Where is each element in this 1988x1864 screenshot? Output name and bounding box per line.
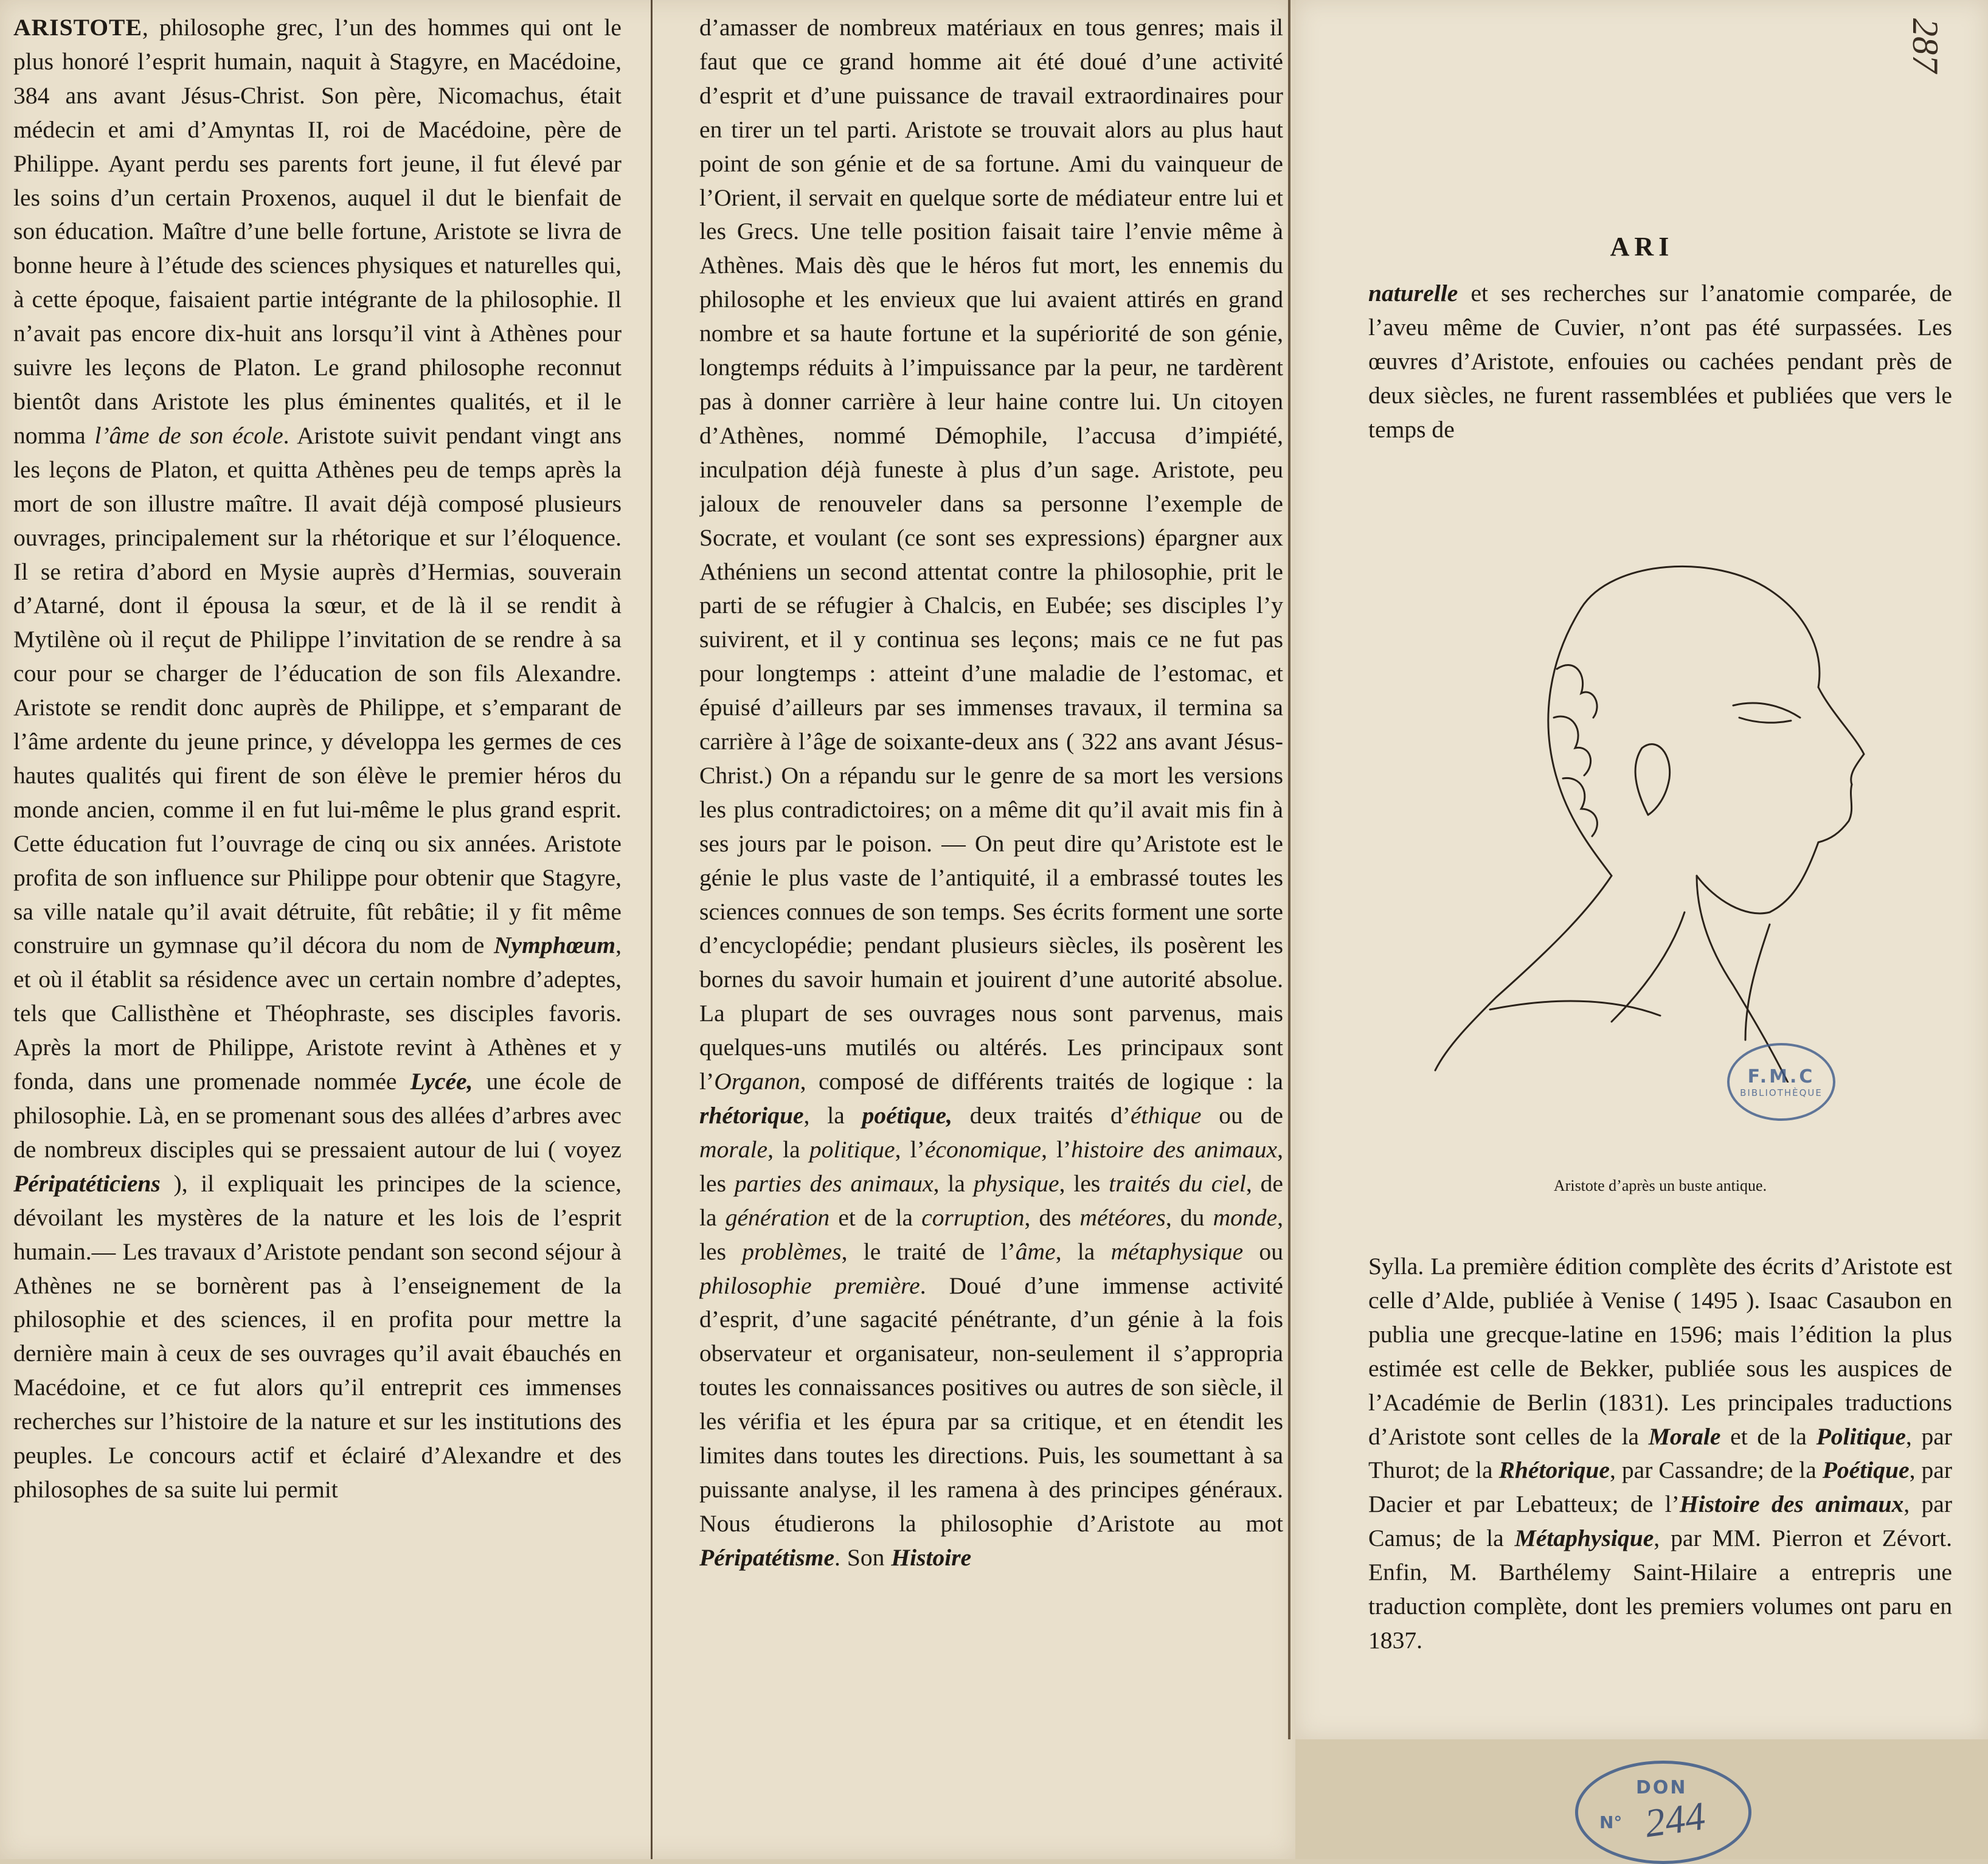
donation-number: 244: [1642, 1793, 1708, 1846]
stamp-text: F.M.C: [1747, 1065, 1815, 1087]
italic-term: problèmes: [742, 1238, 842, 1265]
italic-term: Organon: [714, 1068, 800, 1095]
text-run: , des: [1024, 1204, 1080, 1231]
stamp-text: N°: [1599, 1812, 1623, 1832]
text-run: ), il expliquait les principes de la science, dévoilant les mystères de la nature et les lois de l’esprit humain.— Les travaux d’Aristote pendant son second séjour à Athènes ne se bornèrent pas à l’enseignement de la philosophie et des sciences, il en profita pour mettre la dernière main à ceux de ses ouvrages qu’il avait ébauchés en Macédoine, et ce fut alors qu’il entreprit ces immenses recherches sur l’histoire de la nature et sur les institutions des peuples. Le concours actif et éclairé d’Alexandre et des philosophes de sa suite lui permit: [13, 1169, 622, 1503]
italic-term: physique: [973, 1169, 1059, 1197]
text-run: et de la: [829, 1204, 922, 1231]
text-run: . Son: [834, 1544, 892, 1571]
text-run: , la: [767, 1135, 809, 1163]
italic-term: politique: [809, 1135, 895, 1163]
italic-term: Politique: [1816, 1422, 1906, 1450]
italic-term: génération: [725, 1204, 830, 1231]
right-column-top-text: [1368, 277, 1952, 447]
italic-term: parties des animaux: [734, 1169, 933, 1197]
clipping-edge: [1288, 0, 1290, 1739]
italic-term: naturelle: [1368, 280, 1458, 307]
text-run: ou de: [1201, 1102, 1283, 1129]
italic-term: rhétorique: [699, 1102, 804, 1129]
text-run: , par Thurot; de la: [1368, 1422, 1952, 1484]
text-run: , la: [1055, 1238, 1111, 1265]
text-run: et de la: [1720, 1422, 1817, 1450]
article-column-2: [699, 11, 1283, 1854]
italic-term: Histoire: [891, 1544, 972, 1571]
italic-term: morale: [699, 1135, 768, 1163]
italic-term: histoire des animaux: [1071, 1135, 1278, 1163]
italic-term: Poétique: [1822, 1457, 1910, 1484]
italic-term: métaphysique: [1110, 1238, 1244, 1265]
text-run: , du: [1165, 1204, 1213, 1231]
text-run: , le traité de l’: [841, 1238, 1016, 1265]
text-run: . Doué d’une immense activité d’esprit, d’une sagacité pénétrante, d’un génie à la fois observateur et organisateur, non-seulement il s’appropria toutes les connaissances positives ou autres de son siècle, il les vérifia et les épura par sa critique, et en étendit les limites dans toutes les directions. Puis, les soumettant à sa puissante analyse, il les ramena à des principes généraux. Nous étudierons la philosophie d’Aristote au mot: [699, 1272, 1283, 1537]
text-run: , l’: [895, 1135, 925, 1163]
italic-term: Rhétorique: [1498, 1457, 1610, 1484]
text-run: , composé de différents traités de logique : la: [800, 1068, 1283, 1095]
italic-term: Métaphysique: [1514, 1525, 1654, 1552]
text-run: Sylla. La première édition complète des écrits d’Aristote est celle d’Alde, publiée à Venise ( 1495 ). Isaac Casaubon en publia une grecque-latine en 1596; mais l’édition la plus estimée est celle de Bekker, publiée sous les auspices de l’Académie de Berlin (1831). Les principales traductions d’Aristote sont celles de la: [1368, 1253, 1952, 1450]
italic-term: Lycée,: [410, 1068, 473, 1095]
library-stamp: [1727, 1043, 1835, 1121]
text-run: , les: [699, 1204, 1283, 1265]
italic-term: Péripatéticiens: [13, 1169, 161, 1197]
italic-term: corruption: [921, 1204, 1025, 1231]
running-head: ARI: [1610, 232, 1674, 262]
text-run: d’amasser de nombreux matériaux en tous genres; mais il faut que ce grand homme ait été doué d’une activité d’esprit et d’une puissance de travail extraordinaires pour en tirer un tel parti. Aristote se trouvait alors au plus haut point de son génie et de sa fortune. Ami du vainqueur de l’Orient, il servait en quelque sorte de médiateur entre lui et les Grecs. Une telle position faisait taire l’envie même à Athènes. Mais dès que le héros fut mort, les ennemis du philosophe et les envieux que lui avaient attirés en grand nombre et sa haute fortune et la supériorité de son génie, longtemps réduits à l’impuissance par la peur, ne tardèrent pas à donner carrière à leur haine contre lui. Un citoyen d’Athènes, nommé Démophile, l’accusa d’impiété, inculpation déjà funeste à plus d’un sage. Aristote, peu jaloux de renouveler dans sa personne l’exemple de Socrate, et voulant (ce sont ses expressions) épargner aux Athéniens un second attentat contre la philosophie, prit le parti de se réfugier à Chalcis, en Eubée; ses disciples l’y suivirent, et il y continua ses leçons; mais ce ne fut pas pour longtemps : atteint d’une maladie de l’estomac, et épuisé d’ailleurs par ses immenses travaux, il termina sa carrière à l’âge de soixante-deux ans ( 322 ans avant Jésus-Christ.) On a répandu sur le genre de sa mort les versions les plus contradictoires; on a même dit qu’il avait mis fin à ses jours par le poison. — On peut dire qu’Aristote est le génie le plus vaste de l’antiquité, il a embrassé toutes les sciences connues de son temps. Ses écrits forment une sorte d’encyclopédie; pendant plusieurs siècles, ils posèrent les bornes du savoir humain et jouirent d’une autorité absolue. La plupart de ses ouvrages nous sont parvenus, mais quelques-uns mutilés ou altérés. Les principaux sont l’: [699, 14, 1283, 1095]
article-headword: ARISTOTE: [13, 14, 142, 41]
italic-term: Histoire des animaux: [1679, 1491, 1904, 1518]
text-run: , la: [933, 1169, 974, 1197]
text-run: , de la: [699, 1169, 1283, 1231]
text-run: , et où il établit sa résidence avec un certain nombre d’adeptes, tels que Callisthène et Théophraste, ses disciples favoris. Après la mort de Philippe, Aristote revint à Athènes et y fonda, dans une promenade nommée: [13, 932, 622, 1095]
text-run: , par Camus; de la: [1368, 1491, 1953, 1552]
text-run: . Aristote suivit pendant vingt ans les leçons de Platon, et quitta Athènes peu de temps après la mort de son illustre maître. Il avait déjà composé plusieurs ouvrages, principalement sur la rhétorique et sur l’éloquence. Il se retira d’abord en Mysie auprès d’Hermias, souverain d’Atarné, dont il épousa la sœur, et de là il se rendit à Mytilène où il reçut de Philippe l’invitation de se rendre à sa cour pour se charger de l’éducation de son fils Alexandre. Aristote se rendit donc auprès de Philippe, et s’emparant de l’âme ardente du jeune prince, y développa les germes de ces hautes qualités qui firent de son élève le premier héros du monde ancien, comme il en fut lui-même le plus grand esprit. Cette éducation fut l’ouvrage de cinq ou six années. Aristote profita de son influence sur Philippe pour obtenir que Stagyre, sa ville natale qu’il avait détruite, fût rebâtie; il y fit même construire un gymnase qu’il décora du nom de: [13, 421, 622, 959]
italic-term: traités du ciel: [1109, 1169, 1246, 1197]
text-run: et ses recherches sur l’anatomie comparée, de l’aveu même de Cuvier, n’ont pas été surpassées. Les œuvres d’Aristote, enfouies ou cachées pendant près de deux siècles, ne furent rassemblées et publiées que vers le temps de: [1368, 280, 1952, 443]
italic-term: monde: [1213, 1204, 1278, 1231]
donation-stamp: [1575, 1761, 1751, 1864]
right-column-bottom-text: [1368, 1250, 1952, 1658]
text-run: , par Dacier et par Lebatteux; de l’: [1368, 1457, 1952, 1518]
italic-term: Péripatétisme: [699, 1544, 835, 1571]
text-run: , l’: [1041, 1135, 1072, 1163]
text-run: deux traités d’: [952, 1102, 1131, 1129]
italic-term: philosophie première: [699, 1272, 920, 1299]
italic-term: poétique,: [862, 1102, 952, 1129]
text-run: , les: [1059, 1169, 1109, 1197]
aristotle-bust-engraving: [1429, 535, 1867, 1083]
illustration-caption: Aristote d’après un buste antique.: [1553, 1177, 1767, 1194]
article-column-1: [13, 11, 622, 1854]
text-run: une école de philosophie. Là, en se promenant sous des allées d’arbres avec de nombreux disciples qui se pressaient autour de lui ( voyez: [13, 1068, 622, 1163]
text-run: , par Cassandre; de la: [1610, 1457, 1823, 1484]
italic-term: économique: [924, 1135, 1042, 1163]
text-run: , la: [803, 1102, 862, 1129]
handwritten-page-number: 287: [1905, 18, 1945, 73]
italic-term: Morale: [1648, 1422, 1721, 1450]
stamp-text: DON: [1636, 1777, 1688, 1798]
italic-term: météores: [1079, 1204, 1166, 1231]
text-run: , par MM. Pierron et Zévort. Enfin, M. Barthélemy Saint-Hilaire a entrepris une traduction complète, dont les premiers volumes ont paru en 1837.: [1368, 1525, 1952, 1654]
text-run: , les: [699, 1135, 1283, 1197]
text-run: , philosophe grec, l’un des hommes qui ont le plus honoré l’esprit humain, naquit à Stagyre, en Macédoine, 384 ans avant Jésus-Christ. Son père, Nicomachus, était médecin et ami d’Amyntas II, roi de Macédoine, père de Philippe. Ayant perdu ses parents fort jeune, il fut élevé par les soins d’un certain Proxenos, auquel il dut le bienfait de son éducation. Maître d’une belle fortune, Aristote se livra de bonne heure à l’étude des sciences physiques et naturelles qui, à cette époque, faisaient partie intégrante de la philosophie. Il n’avait pas encore dix-huit ans lorsqu’il vint à Athènes pour suivre les leçons de Platon. Le grand philosophe reconnut bientôt dans Aristote les plus éminentes qualités, et il le nomma: [13, 14, 622, 449]
italic-term: âme: [1015, 1238, 1056, 1265]
stamp-text: BIBLIOTHÈQUE: [1740, 1087, 1823, 1098]
italic-term: Nymphœum: [493, 932, 616, 959]
italic-term: éthique: [1130, 1102, 1202, 1129]
italic-term: l’âme de son école: [94, 421, 283, 449]
column-divider: [651, 0, 653, 1859]
text-run: ou: [1243, 1238, 1283, 1265]
